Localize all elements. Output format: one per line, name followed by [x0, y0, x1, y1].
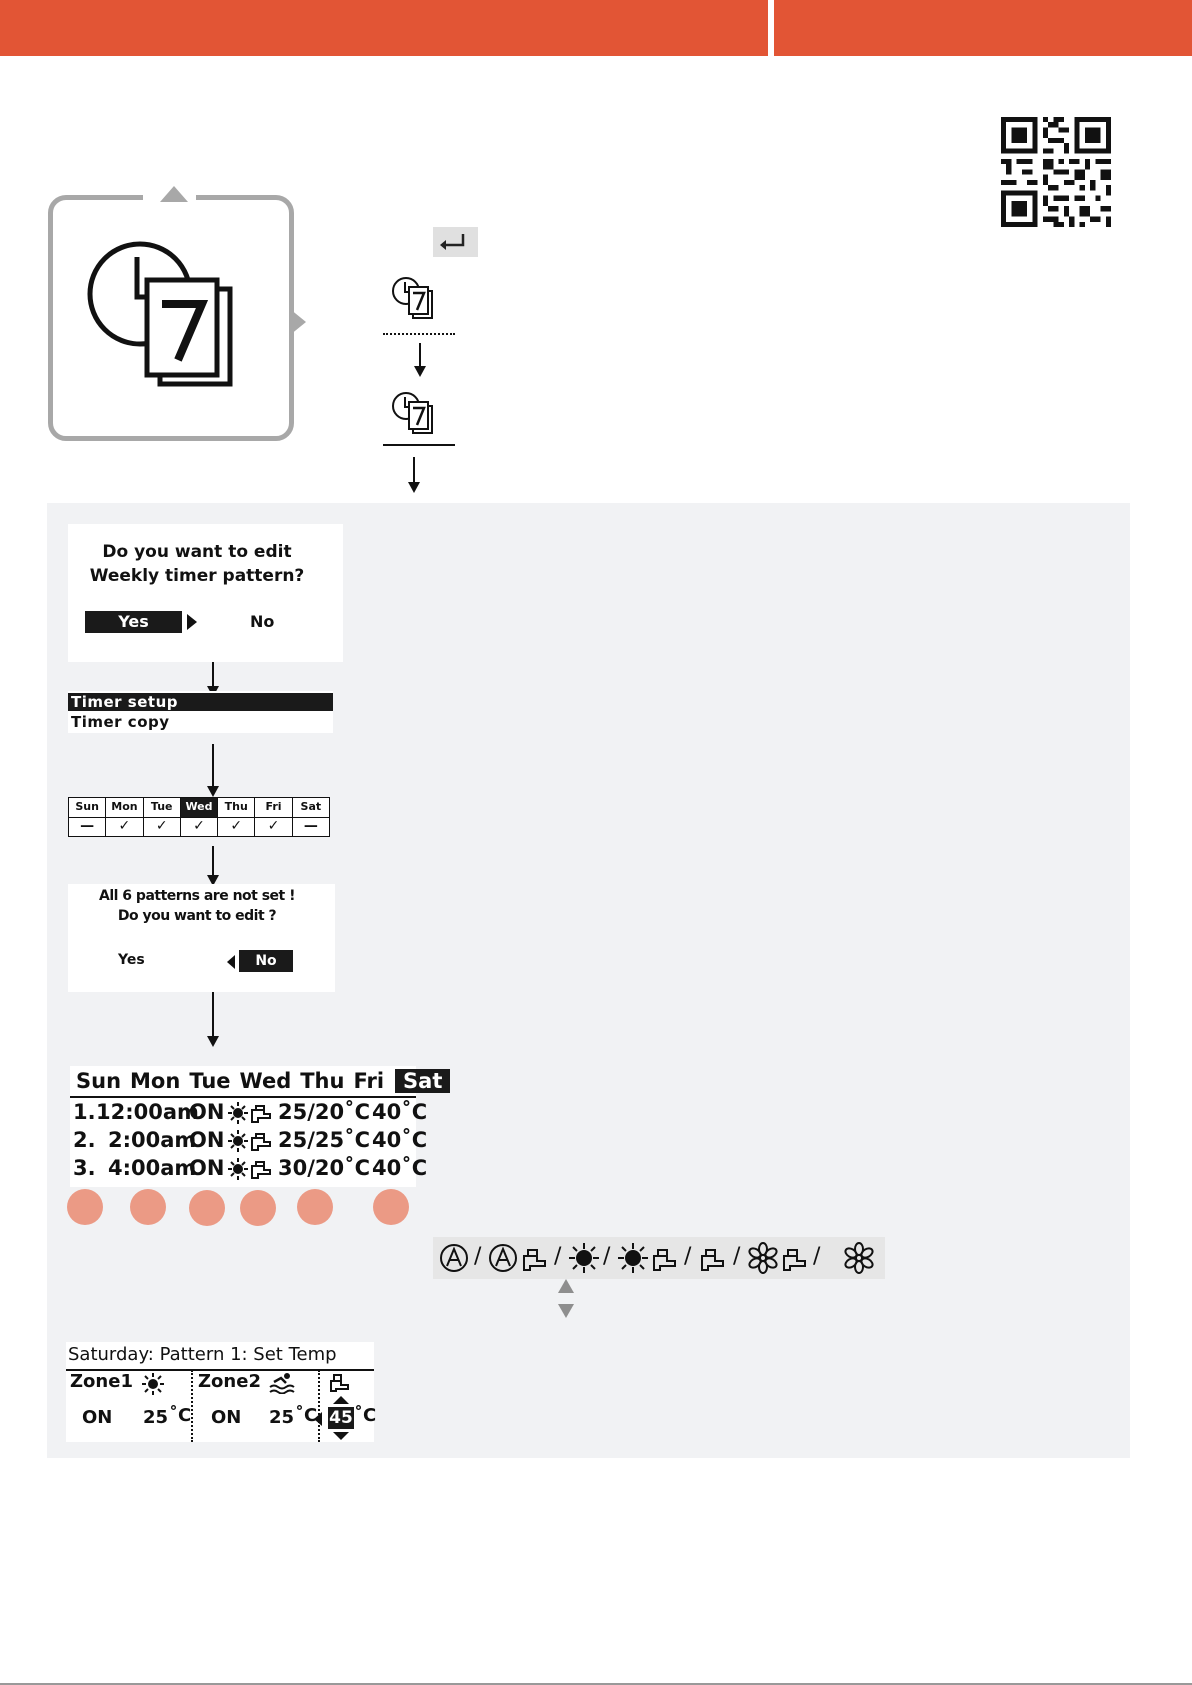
day-fri[interactable]: Fri [255, 798, 292, 817]
mode-separator: / [684, 1244, 692, 1269]
schedule-day-sun[interactable]: Sun [76, 1069, 122, 1093]
pool-icon [269, 1372, 295, 1394]
zone-divider [318, 1370, 320, 1442]
row-zone-temps: 25/25˚C [278, 1128, 371, 1152]
patterns-message-line1: All 6 patterns are not set ! [99, 888, 295, 904]
flow-arrow [419, 343, 421, 367]
day-mon[interactable]: Mon [106, 798, 143, 817]
check-icon: ✓ [144, 818, 181, 837]
sun-tap-icon [228, 1102, 276, 1124]
operation-mode-strip [433, 1237, 885, 1279]
no-button[interactable]: No [250, 612, 275, 631]
header-bar-right [774, 0, 1192, 56]
selection-caret-icon [227, 955, 235, 969]
row-state: ON [189, 1128, 225, 1152]
dialog-question-line2: Weekly timer pattern? [89, 566, 305, 586]
check-icon: ✓ [106, 818, 143, 837]
check-icon: ✓ [218, 818, 255, 837]
schedule-day-bar [70, 1066, 443, 1098]
schedule-row[interactable] [70, 1098, 428, 1126]
week-day-mark-row [69, 817, 329, 837]
nav-right-arrow-icon [290, 309, 306, 335]
zone1-temp[interactable]: 25 [143, 1407, 169, 1428]
sun-icon [141, 1372, 165, 1396]
flow-arrow-head [414, 366, 426, 377]
snowflake-tap-icon [747, 1242, 811, 1274]
row-state: ON [189, 1100, 225, 1124]
mode-separator: / [603, 1244, 611, 1269]
day-sat[interactable]: Sat [300, 800, 322, 813]
menu-item-timer-setup[interactable]: Timer setup [68, 693, 333, 711]
mode-down-arrow-icon[interactable] [558, 1304, 574, 1318]
row-number: 2. [73, 1128, 96, 1152]
mode-separator: / [733, 1244, 741, 1269]
day-wed-selected[interactable]: Wed [181, 798, 218, 817]
flow-arrow [212, 846, 214, 876]
zone-divider [191, 1370, 193, 1442]
row-number: 3. [73, 1156, 96, 1180]
tank-unit: ˚C [354, 1405, 377, 1426]
schedule-day-mon[interactable]: Mon [130, 1069, 181, 1093]
mode-separator: / [554, 1244, 562, 1269]
row-time: 4:00am [108, 1156, 197, 1180]
row-zone-temps: 25/20˚C [278, 1100, 371, 1124]
callout-dot-5 [297, 1189, 333, 1225]
auto-icon [438, 1242, 470, 1274]
sun-tap-icon [228, 1158, 276, 1180]
mode-up-arrow-icon[interactable] [558, 1279, 574, 1293]
row-number: 1. [73, 1100, 96, 1124]
set-temp-screen [66, 1342, 377, 1442]
solid-divider [383, 444, 455, 446]
schedule-day-sat-selected[interactable]: Sat [395, 1069, 450, 1093]
row-time: 12:00am [96, 1100, 199, 1124]
header-bar-left [0, 0, 768, 56]
zone1-unit: ˚C [169, 1405, 192, 1426]
enter-button[interactable] [433, 227, 478, 257]
flow-arrow [212, 992, 214, 1037]
zone2-state: ON [211, 1407, 242, 1428]
temp-up-arrow-icon[interactable] [333, 1396, 349, 1404]
flow-arrow-head [207, 786, 219, 797]
row-tank-temp: 40˚C [372, 1156, 428, 1180]
menu-item-timer-copy[interactable]: Timer copy [71, 713, 170, 731]
patterns-not-set-dialog [68, 884, 335, 992]
flow-arrow [413, 457, 415, 483]
snowflake-icon [843, 1242, 875, 1274]
weekly-timer-small-icon-selected [389, 389, 443, 437]
tap-icon [328, 1371, 352, 1393]
schedule-row[interactable] [70, 1126, 428, 1154]
sun-tap-icon [617, 1242, 681, 1274]
schedule-day-fri[interactable]: Fri [353, 1069, 385, 1093]
temp-left-arrow-icon[interactable] [314, 1412, 322, 1426]
yes-button[interactable]: Yes [85, 611, 182, 633]
qr-code-icon [1001, 117, 1111, 227]
no-button[interactable]: No [239, 950, 293, 972]
sun-tap-icon [228, 1130, 276, 1152]
tap-icon [698, 1242, 730, 1274]
edit-weekly-timer-dialog [68, 524, 343, 662]
week-day-header-row [69, 798, 329, 817]
zone1-state: ON [82, 1407, 113, 1428]
check-icon: ✓ [181, 818, 218, 837]
weekly-schedule-screen [70, 1066, 443, 1187]
row-tank-temp: 40˚C [372, 1100, 428, 1124]
schedule-row[interactable] [70, 1154, 428, 1182]
zone2-temp[interactable]: 25 [269, 1407, 295, 1428]
callout-dot-3 [189, 1190, 225, 1226]
yes-button[interactable]: Yes [118, 952, 145, 968]
timer-menu [68, 691, 333, 733]
zone2-label: Zone2 [198, 1371, 261, 1392]
dash-icon: — [69, 818, 106, 837]
dash-icon: — [303, 818, 318, 834]
dotted-divider [383, 333, 455, 335]
schedule-day-wed[interactable]: Wed [239, 1069, 292, 1093]
callout-dot-6 [373, 1189, 409, 1225]
day-thu[interactable]: Thu [218, 798, 255, 817]
day-tue[interactable]: Tue [144, 798, 181, 817]
sun-icon [568, 1242, 600, 1274]
enter-return-icon [433, 227, 478, 257]
flow-arrow [212, 662, 214, 687]
clock-calendar-7-icon [82, 232, 258, 402]
schedule-day-thu[interactable]: Thu [300, 1069, 345, 1093]
tank-temp-value[interactable]: 45 [329, 1408, 353, 1428]
callout-dot-2 [130, 1189, 166, 1225]
dialog-question-line1: Do you want to edit [102, 542, 292, 562]
zone1-label: Zone1 [70, 1371, 133, 1392]
patterns-message-line2: Do you want to edit ? [117, 908, 277, 924]
auto-tap-icon [487, 1242, 551, 1274]
schedule-day-tue[interactable]: Tue [189, 1069, 231, 1093]
check-icon: ✓ [255, 818, 292, 837]
zone2-unit: ˚C [295, 1405, 318, 1426]
mode-separator: / [813, 1244, 821, 1269]
callout-dot-1 [67, 1189, 103, 1225]
day-sun[interactable]: Sun [69, 798, 106, 817]
set-temp-title: Saturday: Pattern 1: Set Temp [68, 1344, 337, 1365]
mode-separator: / [474, 1244, 482, 1269]
flow-arrow-head [207, 1036, 219, 1047]
row-zone-temps: 30/20˚C [278, 1156, 371, 1180]
callout-dot-4 [240, 1190, 276, 1226]
flow-arrow [212, 744, 214, 787]
row-state: ON [189, 1156, 225, 1180]
row-time: 2:00am [108, 1128, 197, 1152]
flow-arrow-head [408, 482, 420, 493]
row-tank-temp: 40˚C [372, 1128, 428, 1152]
selection-caret-icon [187, 614, 197, 630]
weekly-timer-small-icon [389, 274, 443, 322]
week-day-grid [68, 797, 330, 837]
nav-up-arrow-icon [160, 186, 188, 202]
temp-down-arrow-icon[interactable] [333, 1432, 349, 1440]
